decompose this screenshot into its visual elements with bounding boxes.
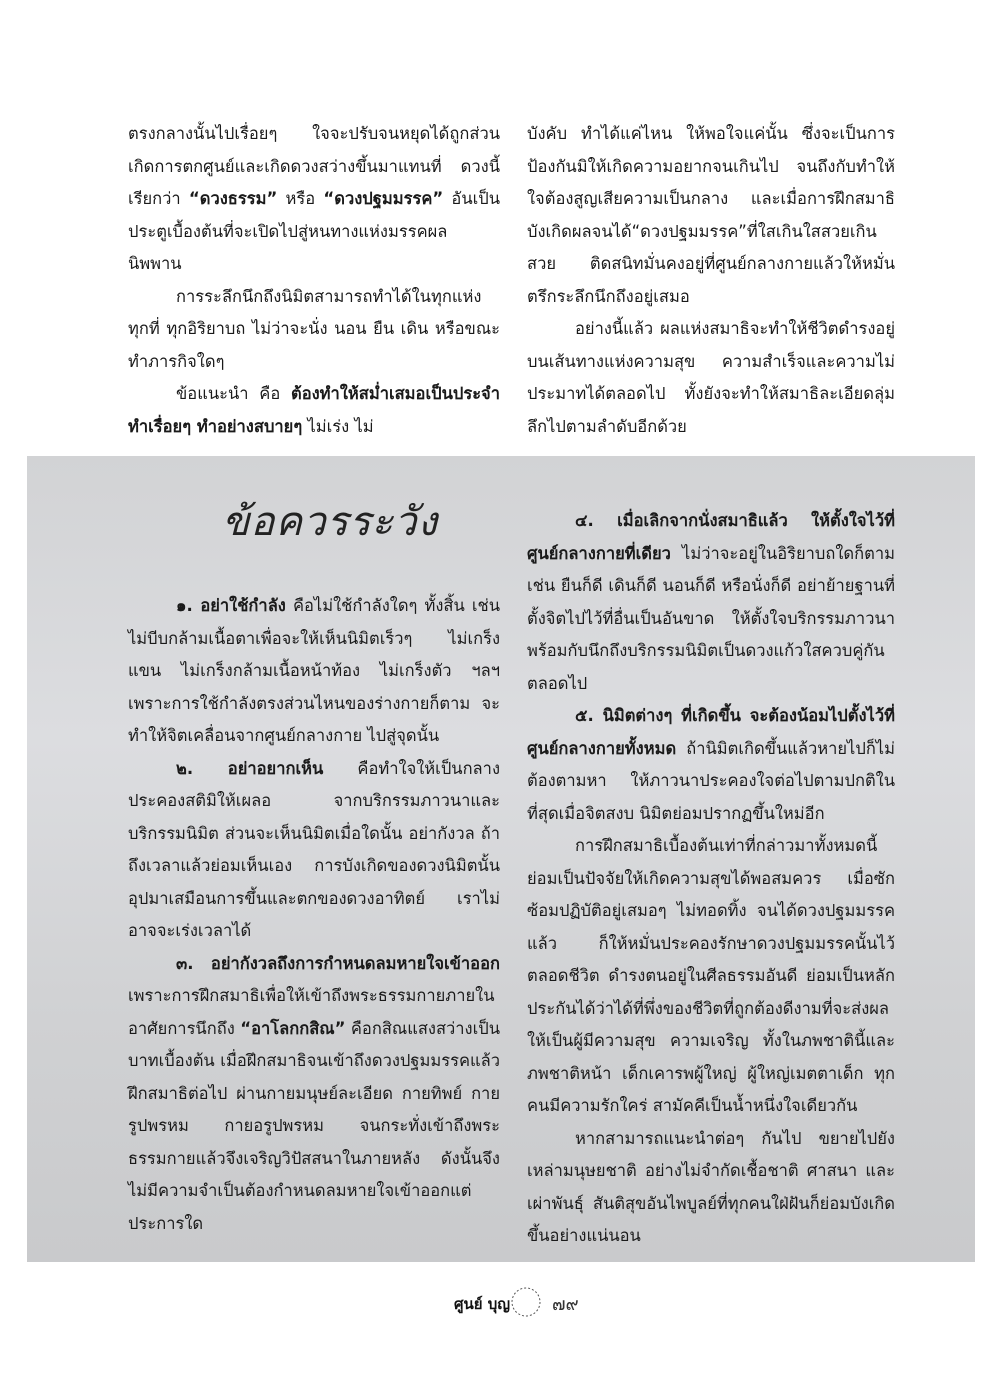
paragraph: บังคับ ทำได้แค่ไหน ให้พอใจแค่นั้น ซึ่งจะเป็นการป้องกันมิให้เกิดความอยากจนเกินไป จนถึงกับทำให้ใจต้องสูญเสียความเป็นกลาง และเมื่อการฝึกสมาธิบังเกิดผลจนได้“ดวงปฐมมรรค”ที่ใสเกินใสสวยเกินสวย ติดสนิทมั่นคงอยู่ที่ศูนย์กลางกายแล้วให้หมั่นตรึกระลึกนึกถึงอยู่เสมอ xyxy=(527,124,895,306)
cautions-left-column xyxy=(128,590,500,1240)
paragraph: อย่างนี้แล้ว ผลแห่งสมาธิจะทำให้ชีวิตดำรงอยู่บนเส้นทางแห่งความสุข ความสำเร็จและความไม่ประมาทได้ตลอดไป ทั้งยังจะทำให้สมาธิละเอียดลุ่มลึกไปตามลำดับอีกด้วย xyxy=(527,319,895,436)
svg-text:ศูนย์ บุญ: ศูนย์ บุญ xyxy=(454,1295,511,1313)
page-footer xyxy=(452,1283,592,1323)
logo-icon xyxy=(452,1285,548,1319)
top-left-column xyxy=(128,118,500,443)
caution-item-5: ๕. นิมิตต่างๆ ที่เกิดขึ้น จะต้องน้อมไปตั้งไว้ที่ศูนย์กลางกายทั้งหมด ถ้านิมิตเกิดขึ้นแล้วหายไปก็ไม่ต้องตามหา ให้ภาวนาประคองใจต่อไปตามปกติในที่สุดเมื่อจิตสงบ นิมิตย่อมปรากฏขึ้นใหม่อีก xyxy=(527,706,895,823)
top-right-column xyxy=(527,118,895,443)
caution-item-3: ๓. อย่ากังวลถึงการกำหนดลมหายใจเข้าออก เพราะการฝึกสมาธิเพื่อให้เข้าถึงพระธรรมกายภายใน อาศัยการนึกถึง “อาโลกกสิณ” คือกสิณแสงสว่างเป็นบาทเบื้องต้น เมื่อฝึกสมาธิจนเข้าถึงดวงปฐมมรรคแล้ว ฝึกสมาธิต่อไป ผ่านกายมนุษย์ละเอียด กายทิพย์ กายรูปพรหม กายอรูปพรหม จนกระทั่งเข้าถึงพระธรรมกายแล้วจึงเจริญวิปัสสนาในภายหลัง ดังนั้นจึงไม่มีความจำเป็นต้องกำหนดลมหายใจเข้าออกแต่ประการใด xyxy=(128,953,501,1233)
paragraph: ตรงกลางนั้นไปเรื่อยๆ ใจจะปรับจนหยุดได้ถูกส่วน เกิดการตกศูนย์และเกิดดวงสว่างขึ้นมาแทนที่ ดวงนี้เรียกว่า “ดวงธรรม” หรือ “ดวงปฐมมรรค” อันเป็นประตูเบื้องต้นที่จะเปิดไปสู่หนทางแห่งมรรคผลนิพพาน xyxy=(128,124,501,273)
paragraph: การระลึกนึกถึงนิมิตสามารถทำได้ในทุกแห่งทุกที่ ทุกอิริยาบถ ไม่ว่าจะนั่ง นอน ยืน เดิน หรือขณะทำภารกิจใดๆ xyxy=(128,286,500,371)
caution-item-4: ๔. เมื่อเลิกจากนั่งสมาธิแล้ว ให้ตั้งใจไว้ที่ศูนย์กลางกายที่เดียว ไม่ว่าจะอยู่ในอิริยาบถใดก็ตาม เช่น ยืนก็ดี เดินก็ดี นอนก็ดี หรือนั่งก็ดี อย่าย้ายฐานที่ตั้งจิตไปไว้ที่อื่นเป็นอันขาด ให้ตั้งใจบริกรรมภาวนา พร้อมกับนึกถึงบริกรรมนิมิตเป็นดวงแก้วใสควบคู่กันตลอดไป xyxy=(527,511,895,693)
caution-item-2: ๒. อย่าอยากเห็น คือทำใจให้เป็นกลาง ประคองสติมิให้เผลอ จากบริกรรมภาวนาและบริกรรมนิมิต ส่วนจะเห็นนิมิตเมื่อใดนั้น อย่ากังวล ถ้าถึงเวลาแล้วย่อมเห็นเอง การบังเกิดของดวงนิมิตนั้นอุปมาเสมือนการขึ้นและตกของดวงอาทิตย์ เราไม่อาจจะเร่งเวลาได้ xyxy=(128,758,500,940)
section-heading: ข้อควรระวัง xyxy=(222,499,439,545)
caution-item-1: ๑. อย่าใช้กำลัง คือไม่ใช้กำลังใดๆ ทั้งสิ้น เช่น ไม่บีบกล้ามเนื้อตาเพื่อจะให้เห็นนิมิตเร็วๆ ไม่เกร็งแขน ไม่เกร็งกล้ามเนื้อหน้าท้อง ไม่เกร็งตัว ฯลฯ เพราะการใช้กำลังตรงส่วนไหนของร่างกายก็ตาม จะทำให้จิตเคลื่อนจากศูนย์กลางกาย ไปสู่จุดนั้น xyxy=(128,596,500,745)
page-number: ๗๙ xyxy=(552,1294,579,1315)
cautions-right-column xyxy=(527,505,895,1253)
paragraph: ข้อแนะนำ คือ ต้องทำให้สม่ำเสมอเป็นประจำ ทำเรื่อยๆ ทำอย่างสบายๆ ไม่เร่ง ไม่ xyxy=(128,384,500,436)
paragraph: การฝึกสมาธิเบื้องต้นเท่าที่กล่าวมาทั้งหมดนี้ย่อมเป็นปัจจัยให้เกิดความสุขได้พอสมควร เมื่อซักซ้อมปฏิบัติอยู่เสมอๆ ไม่ทอดทิ้ง จนได้ดวงปฐมมรรคแล้ว ก็ให้หมั่นประคองรักษาดวงปฐมมรรคนั้นไว้ตลอดชีวิต ดำรงตนอยู่ในศีลธรรมอันดี ย่อมเป็นหลักประกันได้ว่าได้ที่พึ่งของชีวิตที่ถูกต้องดีงามที่จะส่งผลให้เป็นผู้มีความสุข ความเจริญ ทั้งในภพชาตินี้และภพชาติหน้า เด็กเคารพผู้ใหญ่ ผู้ใหญ่เมตตาเด็ก ทุกคนมีความรักใคร่ สามัคคีเป็นน้ำหนึ่งใจเดียวกัน xyxy=(527,836,895,1115)
paragraph: หากสามารถแนะนำต่อๆ กันไป ขยายไปยังเหล่ามนุษยชาติ อย่างไม่จำกัดเชื้อชาติ ศาสนา และเผ่าพันธุ์ สันติสุขอันไพบูลย์ที่ทุกคนใฝ่ฝันก็ย่อมบังเกิดขึ้นอย่างแน่นอน xyxy=(527,1128,895,1245)
